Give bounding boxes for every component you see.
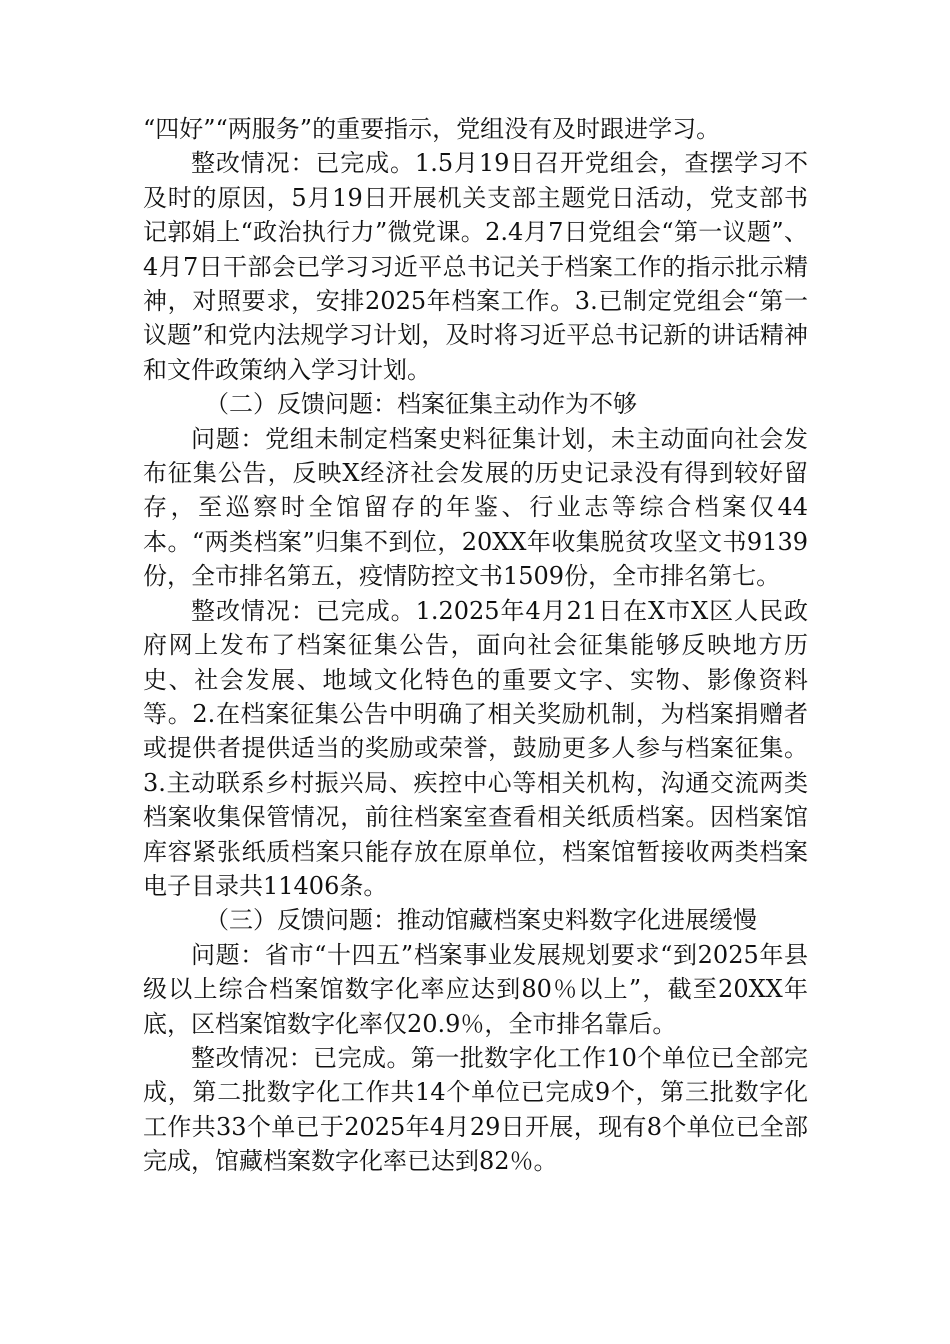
paragraph-rectification-3: 整改情况：已完成。第一批数字化工作10个单位已全部完成，第二批数字化工作共14个单位已完成9个，第三批数字化工作共33个单已于2025年4月29日开展，现有8个单位已全部完成，馆藏档案数字化率已达到82％。 [143,1043,808,1176]
section-heading-3: （三）反馈问题：推动馆藏档案史料数字化进展缓慢 [205,906,757,935]
paragraph-continuation: “四好”“两服务”的重要指示，党组没有及时跟进学习。 [143,115,721,143]
paragraph-problem-3: 问题：省市“十四五”档案事业发展规划要求“到2025年县级以上综合档案馆数字化率应达到80％以上”，截至20XX年底，区档案馆数字化率仅20.9％，全市排名靠后。 [143,940,808,1038]
paragraph-rectification-2: 整改情况：已完成。1.2025年4月21日在X市X区人民政府网上发布了档案征集公告，面向社会征集能够反映地方历史、社会发展、地域文化特色的重要文字、实物、影像资料等。2.在档案征集公告中明确了相关奖励机制，为档案捐赠者或提供者提供适当的奖励或荣誉，鼓励更多人参与档案征集。3.主动联系乡村振兴局、疾控中心等相关机构，沟通交流两类档案收集保管情况，前往档案室查看相关纸质档案。因档案馆库容紧张纸质档案只能存放在原单位，档案馆暂接收两类档案电子目录共11406条。 [143,596,808,900]
paragraph-rectification-1: 整改情况：已完成。1.5月19日召开党组会，查摆学习不及时的原因，5月19日开展机关支部主题党日活动，党支部书记郭娟上“政治执行力”微党课。2.4月7日党组会“第一议题”、4月7日干部会已学习习近平总书记关于档案工作的指示批示精神，对照要求，安排2025年档案工作。3.已制定党组会“第一议题”和党内法规学习计划，及时将习近平总书记新的讲话精神和文件政策纳入学习计划。 [143,149,808,384]
document-body [143,112,808,1179]
paragraph-problem-2: 问题：党组未制定档案史料征集计划，未主动面向社会发布征集公告，反映X经济社会发展的历史记录没有得到较好留存，至巡察时全馆留存的年鉴、行业志等综合档案仅44本。“两类档案”归集不到位，20XX年收集脱贫攻坚文书9139份，全市排名第五，疫情防控文书1509份，全市排名第七。 [143,424,808,591]
section-heading-2: （二）反馈问题：档案征集主动作为不够 [205,390,637,419]
